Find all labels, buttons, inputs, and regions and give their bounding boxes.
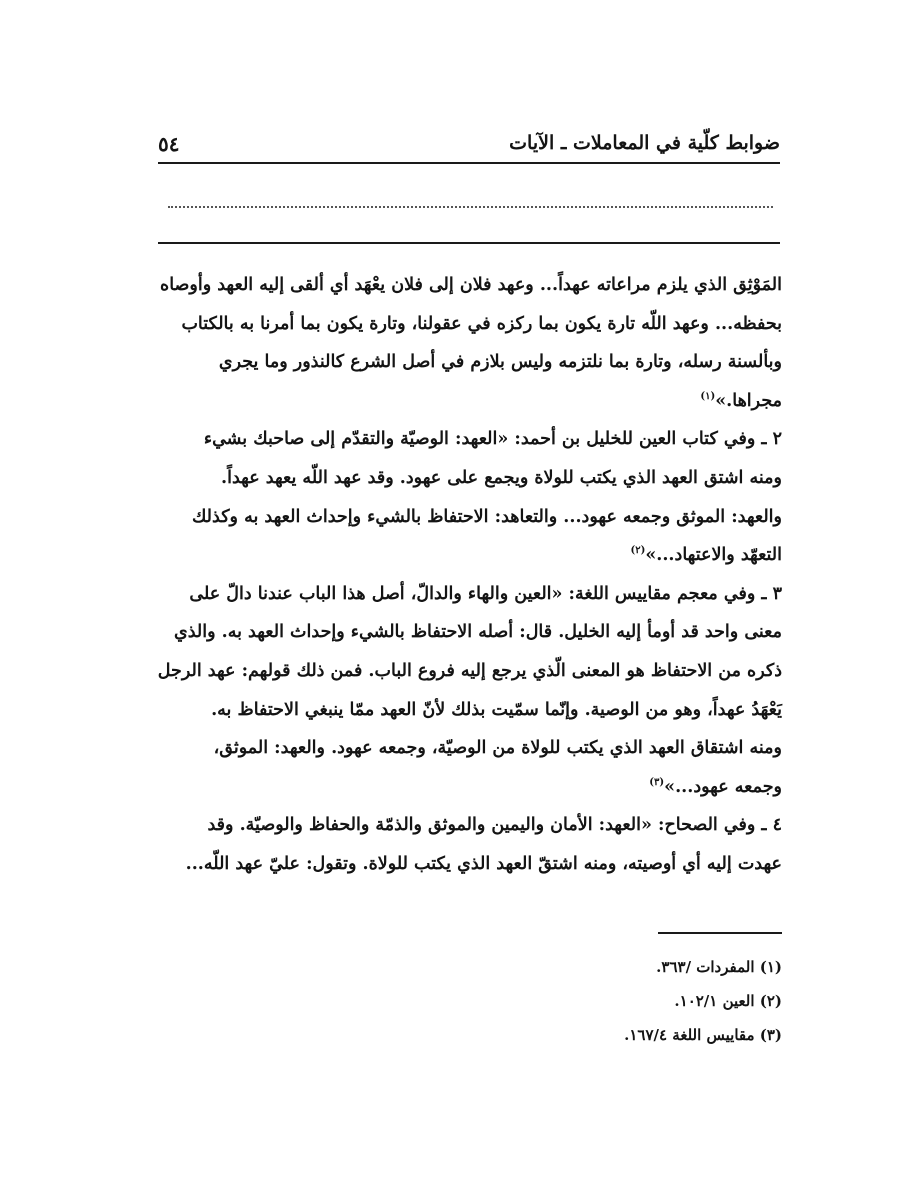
text-line: ذكره من الاحتفاظ هو المعنى الّذي يرجع إليه فروع الباب. فمن ذلك قولهم: عهد الرجل — [157, 660, 782, 681]
text-line — [150, 768, 782, 807]
footnote-ref: (٣) — [649, 776, 665, 788]
footnote-item: (٢) العين ١٠٢/١. — [674, 992, 782, 1010]
text-line: عهدت إليه أي أوصيته، ومنه اشتقّ العهد الذي يكتب للولاة. وتقول: عليّ عهد اللّه... — [185, 853, 782, 874]
text-line: بحفظه... وعهد اللّه تارة يكون بما ركزه في عقولنا، وتارة يكون بما أمرنا به بالكتاب — [181, 313, 782, 334]
text-line: ومنه اشتق العهد الذي يكتب للولاة ويجمع على عهود. وقد عهد اللّه يعهد عهداً. — [221, 467, 782, 488]
text-span: مجراها.» — [715, 390, 782, 411]
text-line: معنى واحد قد أومأ إليه الخليل. قال: أصله الاحتفاظ بالشيء وإحداث العهد به. والذي — [174, 622, 782, 643]
text-line: يَعْهَدُ عهداً، وهو من الوصية. وإنّما سمّيت بذلك لأنّ العهد ممّا ينبغي الاحتفاظ به. — [211, 699, 782, 720]
header-rule — [158, 162, 780, 164]
text-span: وجمعه عهود...» — [664, 776, 782, 797]
dotted-separator — [168, 206, 773, 208]
text-line — [150, 382, 782, 421]
text-line: وبألسنة رسله، وتارة بما نلتزمه وليس بلازم في أصل الشرع كالنذور وما يجري — [218, 352, 782, 373]
page-number: ٥٤ — [158, 132, 180, 156]
footnote-item: (١) المفردات /٣٦٣. — [656, 958, 782, 976]
text-line: والعهد: الموثق وجمعه عهود... والتعاهد: الاحتفاظ بالشيء وإحداث العهد به وكذلك — [191, 506, 782, 527]
text-line: المَوْثِق الذي يلزم مراعاته عهداً... وعهد فلان إلى فلان يعْهَد أي ألقى إليه العهد وأوصاه — [160, 275, 782, 295]
footnote-item: (٣) مقاييس اللغة ١٦٧/٤. — [624, 1026, 782, 1044]
text-span: التعهّد والاعتهاد...» — [645, 545, 782, 566]
footnotes — [400, 950, 782, 1052]
body-text — [150, 266, 782, 884]
footnote-ref: (١) — [700, 390, 716, 402]
footnote-ref: (٢) — [630, 545, 646, 557]
text-line: ٤ ـ وفي الصحاح: «العهد: الأمان واليمين والموثق والذمّة والحفاظ والوصيّة. وقد — [207, 815, 782, 836]
running-title: ضوابط كلّية في المعاملات ـ الآيات — [509, 132, 780, 154]
text-line — [150, 536, 782, 575]
footnote-rule — [658, 932, 782, 934]
text-line: ومنه اشتقاق العهد الذي يكتب للولاة من الوصيّة، وجمعه عهود. والعهد: الموثق، — [213, 738, 782, 759]
text-line: ٣ ـ وفي معجم مقاييس اللغة: «العين والهاء والدالّ، أصل هذا الباب عندنا دالّ على — [189, 583, 782, 604]
text-line: ٢ ـ وفي كتاب العين للخليل بن أحمد: «العهد: الوصيّة والتقدّم إلى صاحبك بشيء — [203, 429, 782, 450]
text-top-rule — [158, 242, 780, 244]
